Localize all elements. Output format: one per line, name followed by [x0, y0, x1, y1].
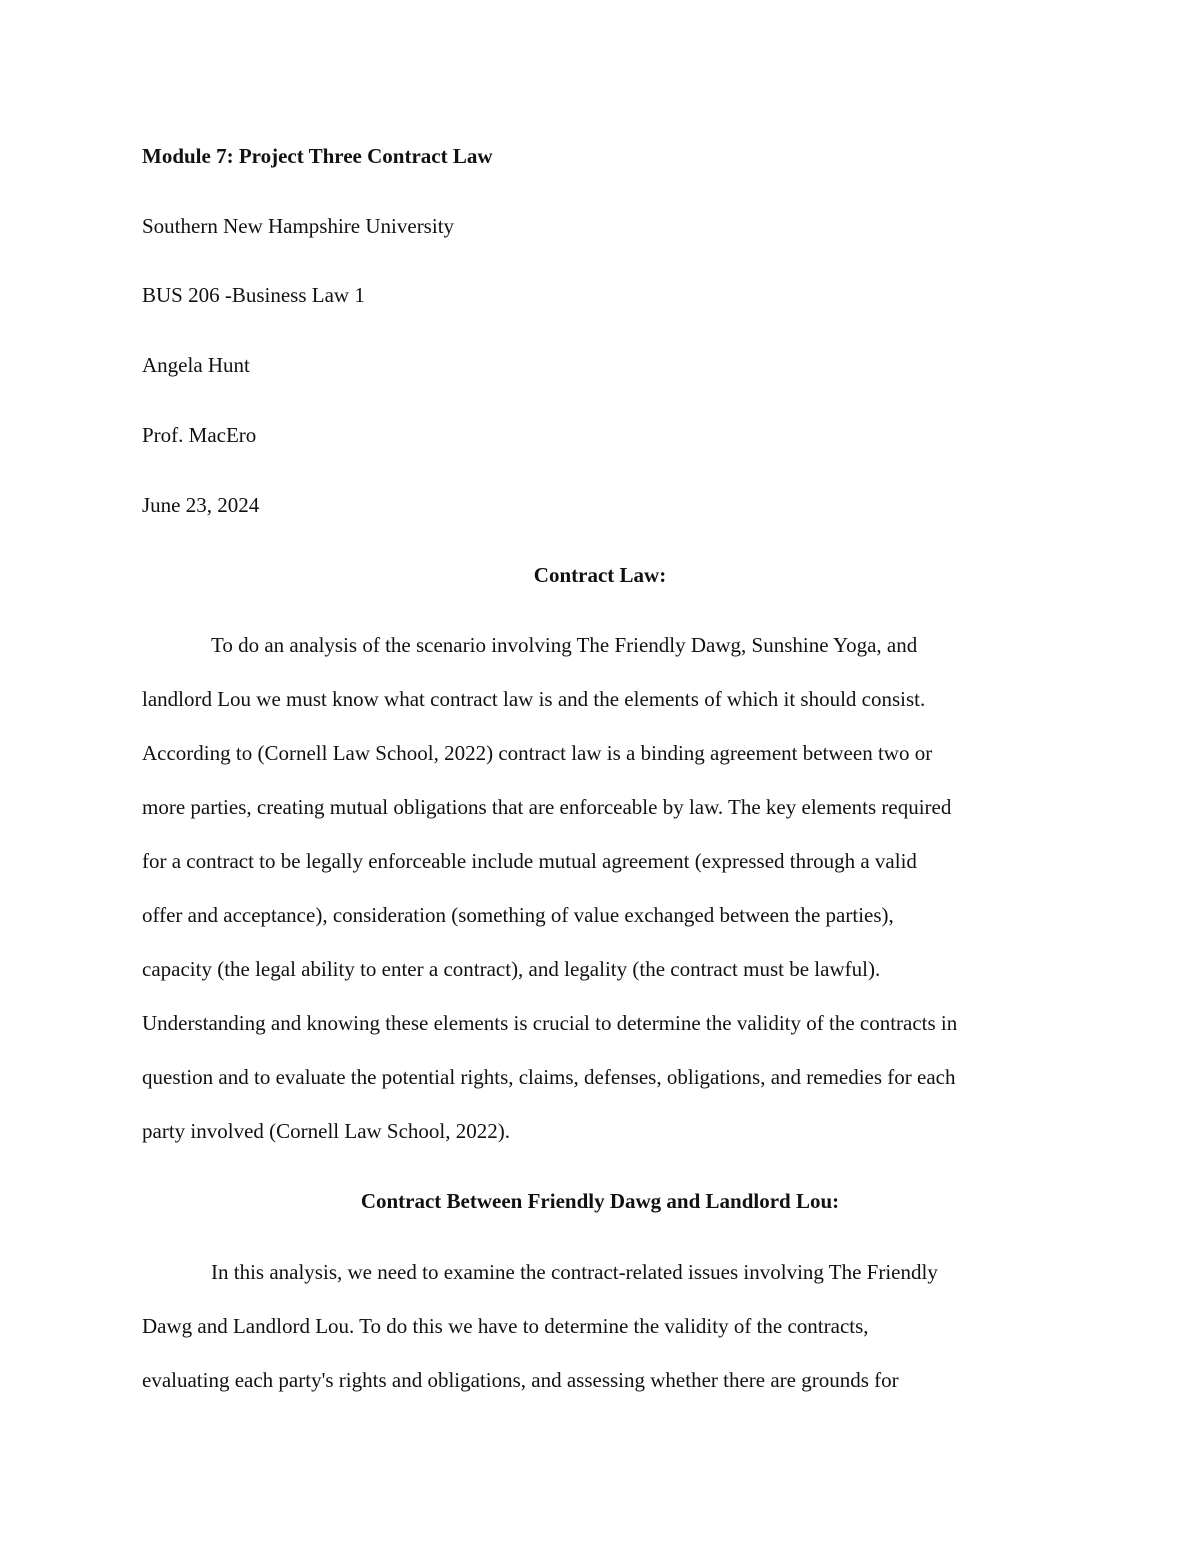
document-title: Module 7: Project Three Contract Law [142, 144, 493, 168]
paragraph-line: party involved (Cornell Law School, 2022). [142, 1119, 511, 1143]
course-name: BUS 206 -Business Law 1 [142, 283, 365, 307]
paragraph-line: According to (Cornell Law School, 2022) contract law is a binding agreement between two or [142, 741, 933, 765]
paragraph-line: question and to evaluate the potential rights, claims, defenses, obligations, and remedies for each [142, 1065, 956, 1089]
paragraph-line: landlord Lou we must know what contract law is and the elements of which it should consist. [142, 687, 926, 711]
section-heading-contract-law: Contract Law: [533, 563, 667, 587]
author-name: Angela Hunt [142, 353, 250, 377]
paragraph-line: In this analysis, we need to examine the contract-related issues involving The Friendly [211, 1260, 938, 1284]
paragraph-line: for a contract to be legally enforceable include mutual agreement (expressed through a valid [142, 849, 917, 873]
paragraph-line: Understanding and knowing these elements is crucial to determine the validity of the contracts in [142, 1011, 958, 1035]
paragraph-line: evaluating each party's rights and obligations, and assessing whether there are grounds for [142, 1368, 899, 1392]
paragraph-line: offer and acceptance), consideration (something of value exchanged between the parties), [142, 903, 894, 927]
university-name: Southern New Hampshire University [142, 214, 455, 238]
paragraph-line: To do an analysis of the scenario involving The Friendly Dawg, Sunshine Yoga, and [211, 633, 918, 657]
paragraph-line: Dawg and Landlord Lou. To do this we have to determine the validity of the contracts, [142, 1314, 869, 1338]
professor-name: Prof. MacEro [142, 423, 257, 447]
paragraph-line: capacity (the legal ability to enter a contract), and legality (the contract must be lawful). [142, 957, 881, 981]
paragraph-line: more parties, creating mutual obligations that are enforceable by law. The key elements required [142, 795, 952, 819]
section-heading-friendly-dawg-lou: Contract Between Friendly Dawg and Landlord Lou: [360, 1189, 840, 1213]
document-date: June 23, 2024 [142, 493, 260, 517]
